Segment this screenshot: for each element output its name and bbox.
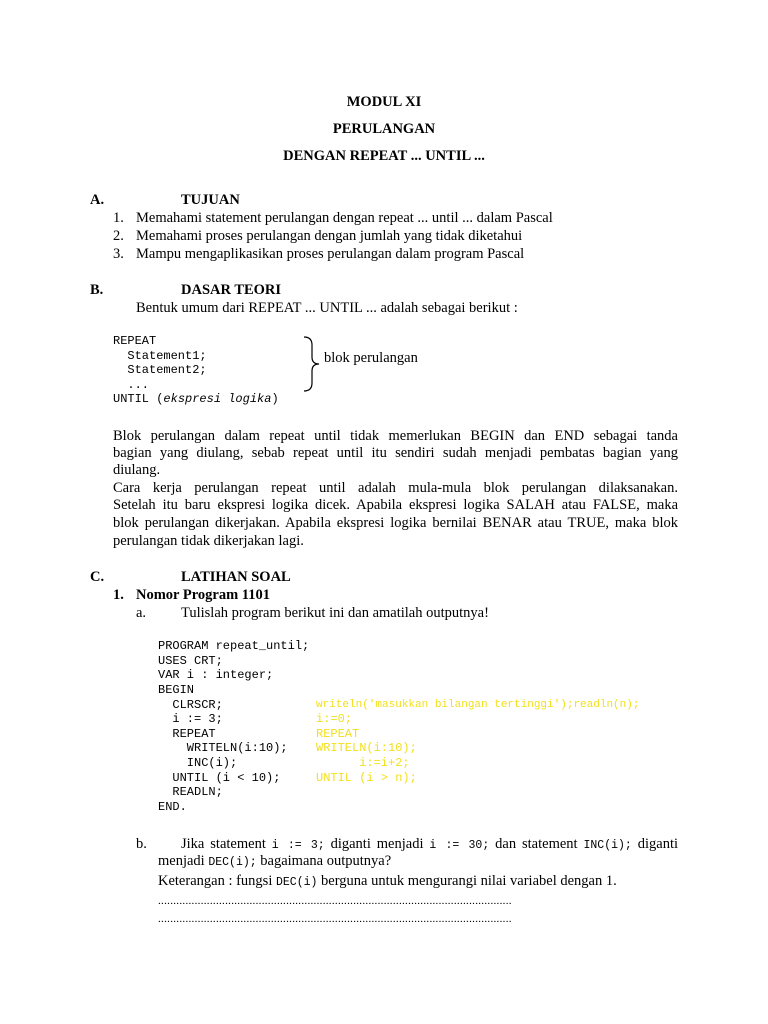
list-item: Memahami statement perulangan dengan repeat ... until ... dalam Pascal (136, 210, 553, 226)
highlighted-code-line: REPEAT (316, 727, 360, 741)
question-title: Nomor Program 1101 (136, 587, 270, 603)
section-b-heading: DASAR TEORI (181, 282, 282, 298)
code-line: READLN; (158, 785, 223, 799)
brace-label: blok perulangan (324, 350, 418, 366)
code-line: i := 3; (158, 712, 223, 726)
syntax-line: REPEAT (113, 334, 157, 348)
sub-question-b-line1: Jika statement i := 3; diganti menjadi i := 30; dan statement INC(i); diganti (181, 836, 679, 852)
question-number: 1. (113, 587, 124, 603)
answer-dotted-line: .................................................................................................................... (158, 895, 512, 907)
section-c-heading: LATIHAN SOAL (181, 569, 291, 585)
syntax-until-line: UNTIL (ekspresi logika) (113, 392, 279, 406)
code-line: UNTIL (i < 10); (158, 771, 281, 785)
paragraph-line: bagian yang diulang, sebab repeat until itu sendiri sudah menjadi pembatas bagian yang (113, 445, 678, 461)
section-a-letter: A. (90, 192, 105, 208)
section-b-intro: Bentuk umum dari REPEAT ... UNTIL ... adalah sebagai berikut : (136, 300, 518, 316)
sub-question-label: b. (136, 836, 147, 852)
code-line: REPEAT (158, 727, 216, 741)
sub-question-text: Tulislah program berikut ini dan amatilah outputnya! (181, 605, 489, 621)
answer-dotted-line: .................................................................................................................... (158, 913, 512, 925)
syntax-line: Statement2; (113, 363, 207, 377)
code-line: CLRSCR; (158, 698, 223, 712)
page-subtitle: DENGAN REPEAT ... UNTIL ... (283, 148, 485, 164)
page-title: PERULANGAN (332, 121, 436, 137)
paragraph-line: blok perulangan dikerjakan. Apabila ekspresi logika bernilai BENAR atau TRUE, maka blok (113, 515, 678, 531)
highlighted-code-line: writeln('masukkan bilangan tertinggi');readln(n); (316, 699, 640, 711)
code-line: BEGIN (158, 683, 195, 697)
paragraph-line: perulangan tidak dikerjakan lagi. (113, 533, 304, 549)
list-item-number: 2. (113, 228, 124, 244)
modul-number: MODUL XI (346, 94, 422, 110)
code-line: VAR i : integer; (158, 668, 274, 682)
highlighted-code-line: WRITELN(i:10); (316, 741, 417, 755)
sub-question-label: a. (136, 605, 147, 621)
section-c-letter: C. (90, 569, 105, 585)
list-item-number: 3. (113, 246, 124, 262)
code-line: PROGRAM repeat_until; (158, 639, 310, 653)
list-item: Memahami proses perulangan dengan jumlah yang tidak diketahui (136, 228, 523, 244)
section-a-heading: TUJUAN (181, 192, 240, 208)
paragraph-line: Setelah itu baru ekspresi logika dicek. Apabila ekspresi logika SALAH atau FALSE, maka (113, 497, 678, 513)
section-b-letter: B. (90, 282, 104, 298)
code-line: WRITELN(i:10); (158, 741, 288, 755)
keterangan-line: Keterangan : fungsi DEC(i) berguna untuk mengurangi nilai variabel dengan 1. (158, 873, 617, 889)
highlighted-code-line: i:=0; (316, 712, 353, 726)
curly-brace-icon (300, 335, 322, 393)
highlighted-code-line: i:=i+2; (316, 756, 410, 770)
paragraph-line: diulang. (113, 462, 161, 478)
list-item: Mampu mengaplikasikan proses perulangan dalam program Pascal (136, 246, 525, 262)
code-line: END. (158, 800, 187, 814)
list-item-number: 1. (113, 210, 124, 226)
paragraph-line: Cara kerja perulangan repeat until adalah mula-mula blok perulangan dilaksanakan. (113, 480, 678, 496)
syntax-line: Statement1; (113, 349, 207, 363)
code-line: USES CRT; (158, 654, 223, 668)
sub-question-b-line2: menjadi DEC(i); bagaimana outputnya? (158, 853, 392, 869)
highlighted-code-line: UNTIL (i > n); (316, 771, 417, 785)
code-line: INC(i); (158, 756, 238, 770)
paragraph-line: Blok perulangan dalam repeat until tidak memerlukan BEGIN dan END sebagai tanda (113, 428, 678, 444)
syntax-line: ... (113, 378, 150, 392)
